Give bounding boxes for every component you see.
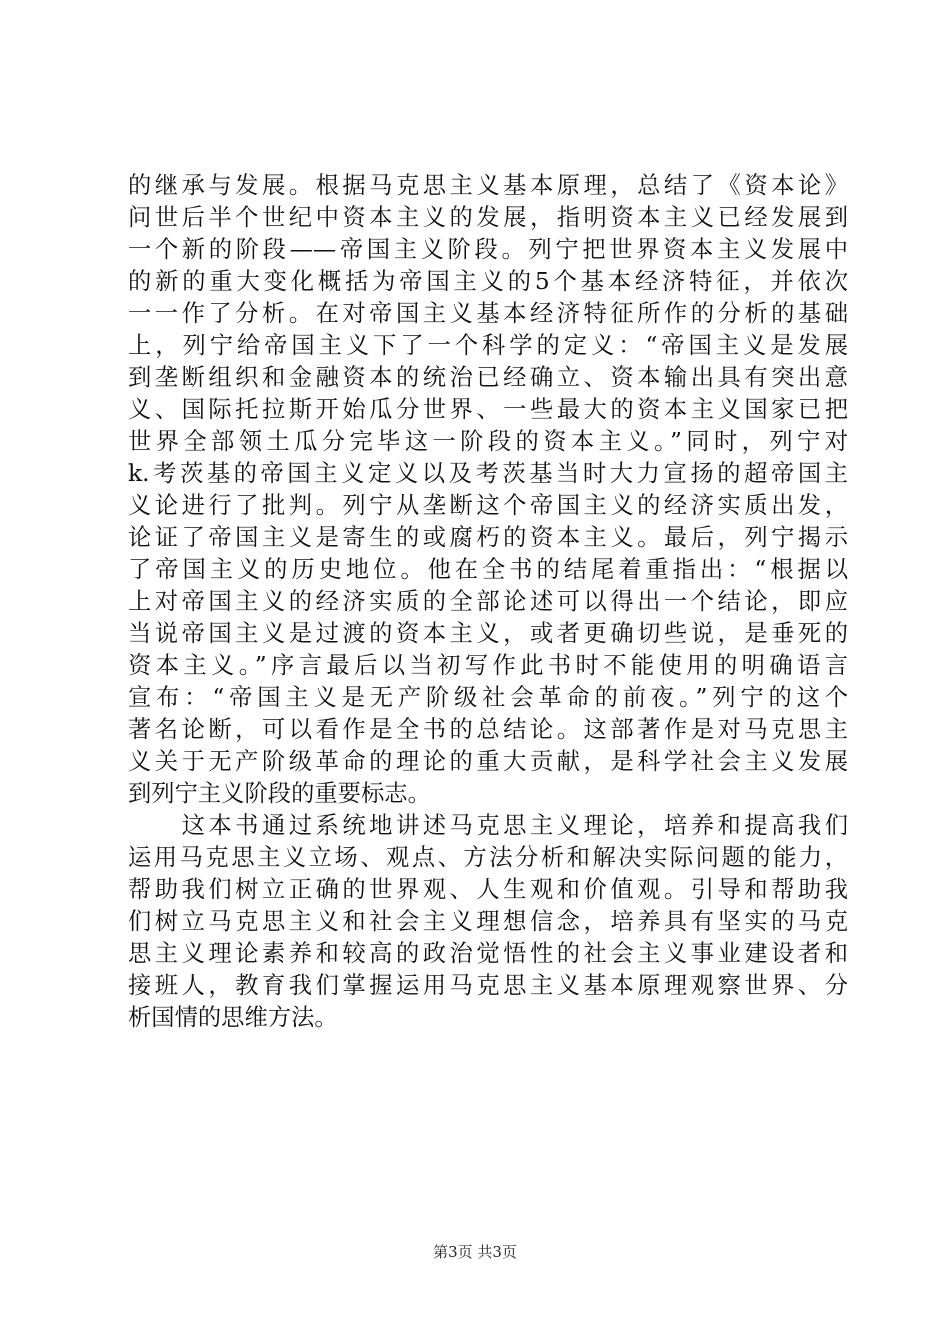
text-line: 当说帝国主义是过渡的资本主义，或者更确切些说，是垂死的	[128, 620, 848, 647]
text-line: 接班人，教育我们掌握运用马克思主义基本原理观察世界、分	[128, 972, 848, 999]
text-line: 著名论断，可以看作是全书的总结论。这部著作是对马克思主	[128, 716, 848, 743]
text-line: 上对帝国主义的经济实质的全部论述可以得出一个结论，即应	[128, 588, 848, 615]
body-text	[128, 170, 848, 1034]
text-line: 析国情的思维方法。	[128, 1004, 338, 1031]
text-line: 问世后半个世纪中资本主义的发展，指明资本主义已经发展到	[128, 204, 848, 231]
text-line: 世界全部领土瓜分完毕这一阶段的资本主义。”同时，列宁对	[128, 428, 848, 455]
text-line: 一个新的阶段——帝国主义阶段。列宁把世界资本主义发展中	[128, 236, 848, 263]
page-footer: 第3页 共3页	[433, 1243, 517, 1261]
text-line: 这本书通过系统地讲述马克思主义理论，培养和提高我们	[128, 812, 848, 839]
text-line: 义论进行了批判。列宁从垄断这个帝国主义的经济实质出发，	[128, 492, 848, 519]
text-line: 义关于无产阶级革命的理论的重大贡献，是科学社会主义发展	[128, 748, 848, 775]
text-line: 一一作了分析。在对帝国主义基本经济特征所作的分析的基础	[128, 300, 848, 327]
text-line: 到垄断组织和金融资本的统治已经确立、资本输出具有突出意	[128, 364, 848, 391]
text-line: k.考茨基的帝国主义定义以及考茨基当时大力宣扬的超帝国主	[128, 460, 848, 487]
text-line: 帮助我们树立正确的世界观、人生观和价值观。引导和帮助我	[128, 876, 848, 903]
text-line: 论证了帝国主义是寄生的或腐朽的资本主义。最后，列宁揭示	[128, 524, 848, 551]
text-line: 义、国际托拉斯开始瓜分世界、一些最大的资本主义国家已把	[128, 396, 848, 423]
text-line: 资本主义。”序言最后以当初写作此书时不能使用的明确语言	[128, 652, 848, 679]
text-line: 宣布：“帝国主义是无产阶级社会革命的前夜。”列宁的这个	[128, 684, 848, 711]
text-line: 们树立马克思主义和社会主义理想信念，培养具有坚实的马克	[128, 908, 848, 935]
text-line: 了帝国主义的历史地位。他在全书的结尾着重指出：“根据以	[128, 556, 848, 583]
text-line: 到列宁主义阶段的重要标志。	[128, 780, 431, 807]
text-line: 上，列宁给帝国主义下了一个科学的定义：“帝国主义是发展	[128, 332, 848, 359]
text-line: 运用马克思主义立场、观点、方法分析和解决实际问题的能力，	[128, 844, 848, 871]
text-line: 的新的重大变化概括为帝国主义的5个基本经济特征，并依次	[128, 268, 848, 295]
text-line: 思主义理论素养和较高的政治觉悟性的社会主义事业建设者和	[128, 940, 848, 967]
text-line: 的继承与发展。根据马克思主义基本原理，总结了《资本论》	[128, 172, 848, 199]
